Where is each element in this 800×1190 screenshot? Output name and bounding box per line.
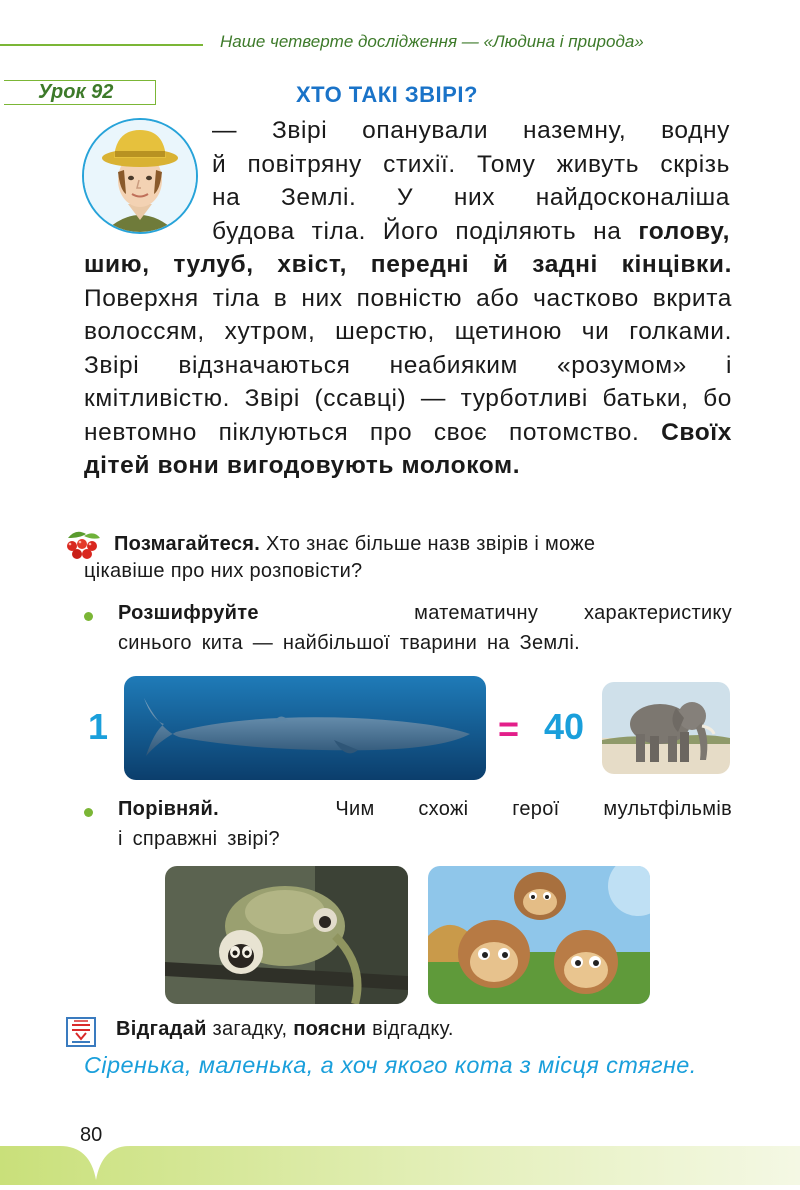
lesson-title: ХТО ТАКІ ЗВІРІ?	[296, 82, 478, 107]
task-compare	[118, 794, 732, 854]
riddle-text: Сіренька, маленька, а хоч якого кота з місця стягне.	[84, 1052, 697, 1078]
body-bold-milk: Своїх дітей вони вигодовують молоком.	[84, 418, 732, 479]
task-compare-text-a: Чим схожі герої мультфільмів	[335, 798, 732, 820]
header-rule	[0, 44, 203, 46]
intro-line: на Землі. У них найдосконаліша	[212, 184, 730, 211]
intro-bold: голову,	[638, 217, 730, 245]
footer-band	[0, 1140, 800, 1185]
viburnum-icon	[62, 528, 102, 560]
riddle-instruction	[116, 1018, 454, 1041]
compete-bold: Позмагайтеся.	[114, 533, 261, 555]
equation-left-number: 1	[88, 706, 109, 747]
intro-line-text: будова тіла. Його поділяють на	[212, 217, 622, 245]
body-bold-parts: шию, тулуб, хвіст, передні й задні кінцівки.	[84, 251, 732, 278]
task-decode-text-a: математичну характеристику	[414, 602, 732, 624]
elephant-photo	[602, 682, 730, 774]
cartoon-monkeys-image	[428, 866, 650, 1004]
boy-avatar	[82, 118, 198, 234]
running-title: Наше четверте дослідження — «Людина і природа»	[220, 32, 644, 51]
riddle-text-2: відгадку.	[372, 1018, 454, 1040]
task-decode-bold: Розшифруйте	[118, 602, 259, 624]
task-compare-line-1	[118, 794, 732, 824]
task-decode-line-2: синього кита — найбільшої тварини на Землі.	[118, 632, 580, 654]
task-compare-line-2: і справжні звірі?	[118, 828, 280, 850]
intro-line	[212, 215, 730, 249]
page-number: 80	[80, 1124, 103, 1146]
body-paragraph	[84, 248, 732, 483]
task-compare-bold: Порівняй.	[118, 798, 219, 820]
intro-paragraph	[212, 114, 730, 248]
riddle-icon	[66, 1017, 96, 1047]
lesson-label: Урок 92	[4, 80, 156, 105]
riddle-text-1: загадку,	[212, 1018, 288, 1040]
bullet-icon	[84, 808, 93, 817]
compete-line-2: цікавіше про них розповісти?	[84, 560, 363, 582]
task-decode	[118, 598, 732, 658]
riddle-bold-explain: поясни	[293, 1018, 367, 1040]
intro-line: й повітряну стихії. Тому живуть скрізь	[212, 150, 730, 178]
blue-whale-photo	[124, 676, 486, 780]
equation-equals: =	[498, 708, 520, 749]
squirrel-monkeys-photo	[165, 866, 408, 1004]
body-text: Поверхня тіла в них повністю або частково вкрита волоссям, хутром, шерстю, щетиною чи голками. Звірі відзначаються неабияким «розумом» і кмітливістю. Звірі (ссавці) — турботливі батьки, бо невтомно піклуються про своє потомство.	[84, 284, 732, 446]
equation-right-number: 40	[544, 706, 585, 747]
task-decode-line-1	[118, 598, 732, 628]
compete-line-1	[114, 530, 732, 558]
riddle-bold-guess: Відгадай	[116, 1018, 207, 1040]
intro-line: — Звірі опанували наземну, водну	[212, 117, 730, 144]
bullet-icon	[84, 612, 93, 621]
compete-text: Хто знає більше назв звірів і може	[265, 533, 596, 555]
